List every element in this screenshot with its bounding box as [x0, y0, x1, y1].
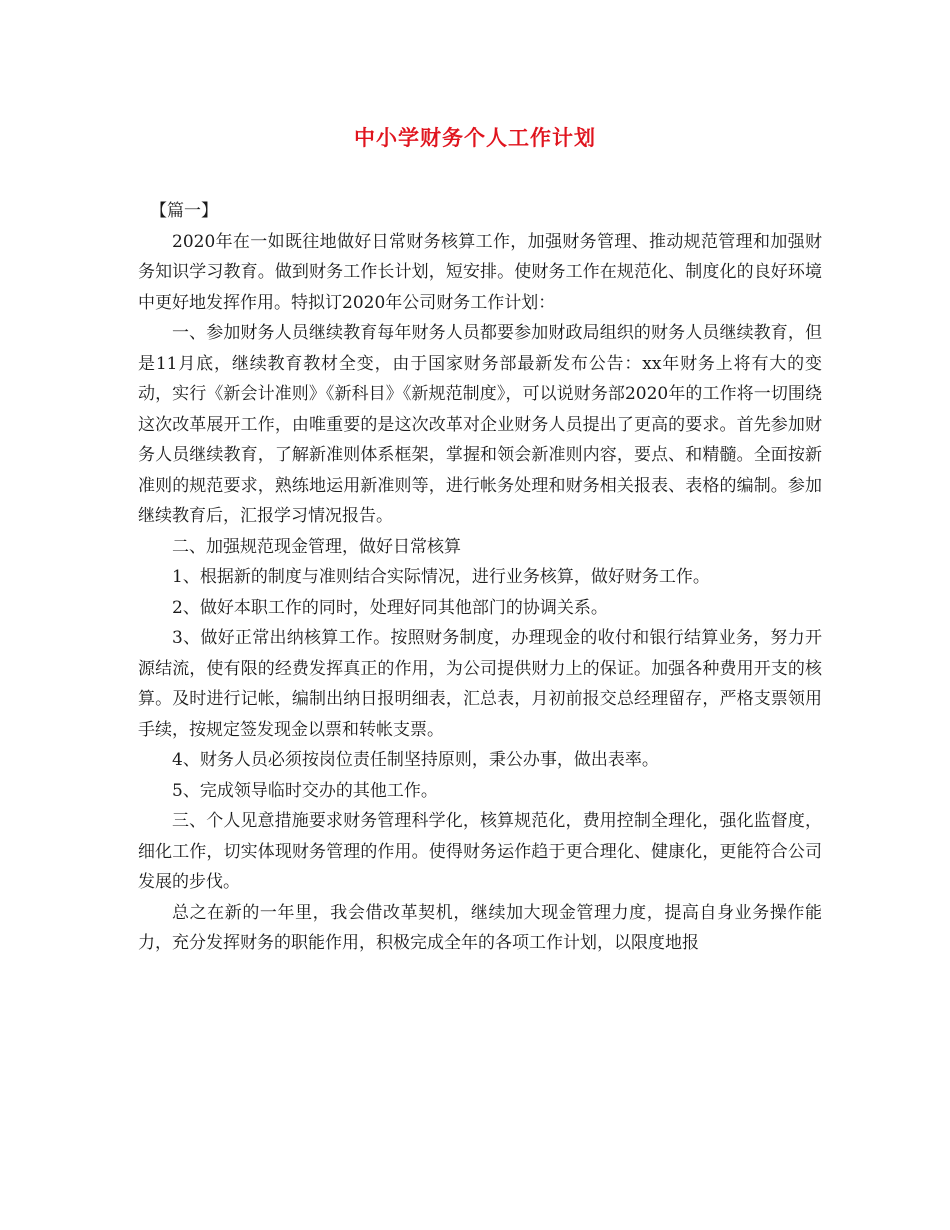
document-title: 中小学财务个人工作计划	[354, 125, 596, 150]
section-label: 【篇一】	[150, 201, 218, 221]
paragraph-intro: 2020年在一如既往地做好日常财务核算工作，加强财务管理、推动规范管理和加强财务知识学习教育。做到财务工作长计划，短安排。使财务工作在规范化、制度化的良好环境中更好地发挥作用。特拟订2020年公司财务工作计划：	[138, 231, 822, 313]
paragraph-section-one: 一、参加财务人员继续教育每年财务人员都要参加财政局组织的财务人员继续教育，但是11月底，继续教育教材全变，由于国家财务部最新发布公告：xx年财务上将有大的变动，实行《新会计准则》《新科目》《新规范制度》，可以说财务部2020年的工作将一切围绕这次改革展开工作，由唯重要的是这次改革对企业财务人员提出了更高的要求。首先参加财务人员继续教育，了解新准则体系框架，掌握和领会新准则内容，要点、和精髓。全面按新准则的规范要求，熟练地运用新准则等，进行帐务处理和财务相关报表、表格的编制。参加继续教育后，汇报学习情况报告。	[138, 323, 822, 526]
paragraph-item-3: 3、做好正常出纳核算工作。按照财务制度，办理现金的收付和银行结算业务，努力开源结流，使有限的经费发挥真正的作用，为公司提供财力上的保证。加强各种费用开支的核算。及时进行记帐，编制出纳日报明细表，汇总表，月初前报交总经理留存，严格支票领用手续，按规定签发现金以票和转帐支票。	[138, 628, 822, 740]
paragraph-item-2: 2、做好本职工作的同时，处理好同其他部门的协调关系。	[172, 597, 608, 618]
paragraph-conclusion: 总之在新的一年里，我会借改革契机，继续加大现金管理力度，提高自身业务操作能力，充分发挥财务的职能作用，积极完成全年的各项工作计划，以限度地报	[138, 902, 822, 953]
paragraph-section-three: 三、个人见意措施要求财务管理科学化，核算规范化，费用控制全理化，强化监督度，细化工作，切实体现财务管理的作用。使得财务运作趋于更合理化、健康化，更能符合公司发展的步伐。	[138, 811, 822, 892]
document-body	[138, 196, 822, 959]
paragraph-item-4: 4、财务人员必须按岗位责任制坚持原则，秉公办事，做出表率。	[172, 750, 659, 770]
paragraph-item-1: 1、根据新的制度与准则结合实际情况，进行业务核算，做好财务工作。	[172, 567, 710, 587]
paragraph-section-two-heading: 二、加强规范现金管理，做好日常核算	[172, 536, 461, 557]
paragraph-item-5: 5、完成领导临时交办的其他工作。	[172, 780, 438, 801]
